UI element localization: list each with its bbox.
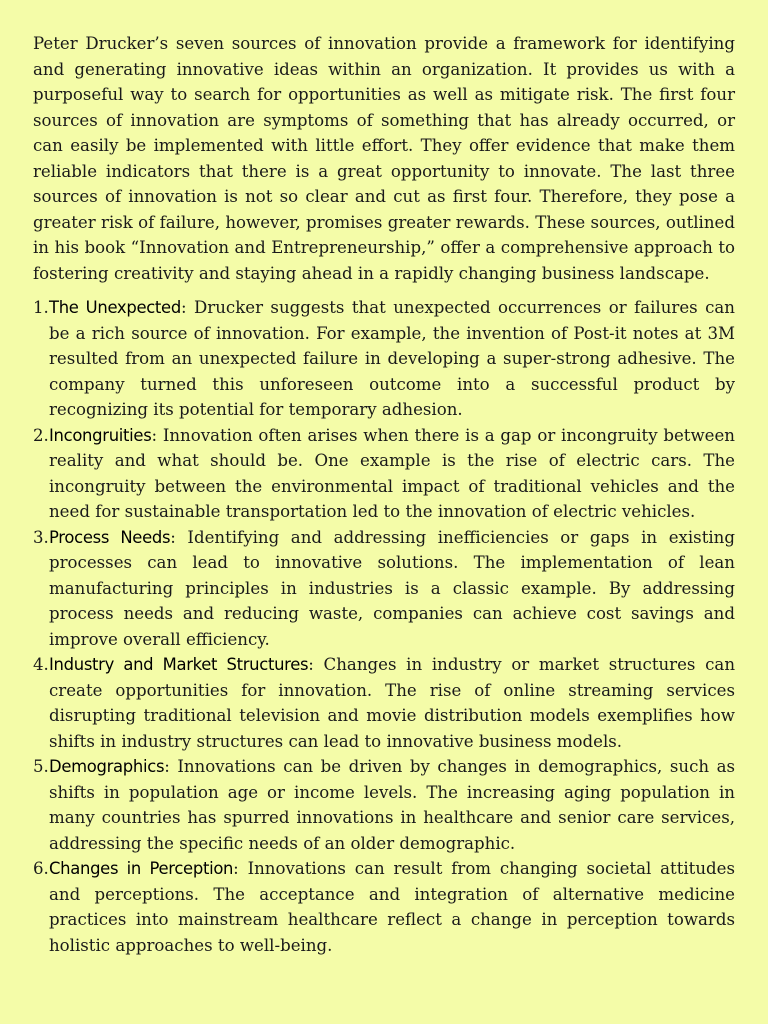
list-item-number: 3. <box>33 527 49 547</box>
list-item-term: Industry and Market Structures <box>49 655 309 674</box>
list-item-term: Demographics <box>49 757 165 776</box>
intro-paragraph: Peter Drucker’s seven sources of innovation provide a framework for identifying and generating innovative ideas within an organization. It provides us with a purposeful way to search for opportunities as well as mitigate risk. The first four sources of innovation are symptoms of something that has already occurred, or can easily be implemented with little effort. They offer evidence that make them reliable indicators that there is a great opportunity to innovate. The last three sources of innovation is not so clear and cut as first four. Therefore, they pose a greater risk of failure, however, promises greater rewards. These sources, outlined in his book “Innovation and Entrepreneurship,” offer a comprehensive approach to fostering creativity and staying ahead in a rapidly changing business landscape. <box>33 34 735 283</box>
list-item-number: 6. <box>33 859 49 878</box>
list-item-description: : Innovations can be driven by changes in demographics, such as shifts in population age or income levels. The increasing aging population in many countries has spurred innovations in healthcare and senior care services, addressing the specific needs of an older demographic. <box>49 757 735 853</box>
list-item-number: 2. <box>33 425 49 445</box>
list-item-term: Changes in Perception <box>49 859 234 878</box>
list-item <box>33 525 735 653</box>
list-item-description: : Drucker suggests that unexpected occurrences or failures can be a rich source of innovation. For example, the invention of Post-it notes at 3M resulted from an unexpected failure in developing a super-strong adhesive. The company turned this unforeseen outcome into a successful product by recognizing its potential for temporary adhesion. <box>49 298 735 419</box>
list-item-description: : Innovation often arises when there is a gap or incongruity between reality and what should be. One example is the rise of electric cars. The incongruity between the environmental impact of traditional vehicles and the need for sustainable transportation led to the innovation of electric vehicles. <box>49 425 735 521</box>
list-item <box>33 856 735 958</box>
list-item <box>33 423 735 525</box>
innovation-sources-list <box>33 295 735 958</box>
list-item <box>33 295 735 423</box>
list-item-number: 4. <box>33 655 49 674</box>
list-item-term: Incongruities <box>49 425 152 445</box>
list-item-term: Process Needs <box>49 527 171 547</box>
list-item-number: 1. <box>33 298 49 317</box>
list-item-number: 5. <box>33 757 49 776</box>
list-item-description: : Identifying and addressing inefficiencies or gaps in existing processes can lead to innovative solutions. The implementation of lean manufacturing principles in industries is a classic example. By addressing process needs and reducing waste, companies can achieve cost savings and improve overall efficiency. <box>49 527 735 649</box>
list-item-description: : Changes in industry or market structures can create opportunities for innovation. The rise of online streaming services disrupting traditional television and movie distribution models exemplifies how shifts in industry structures can lead to innovative business models. <box>49 655 736 751</box>
list-item <box>33 652 735 754</box>
list-item <box>33 754 735 856</box>
list-item-description: : Innovations can result from changing societal attitudes and perceptions. The acceptance and integration of alternative medicine practices into mainstream healthcare reflect a change in perception towards holistic approaches to well-being. <box>49 859 735 955</box>
list-item-term: The Unexpected <box>49 298 181 317</box>
